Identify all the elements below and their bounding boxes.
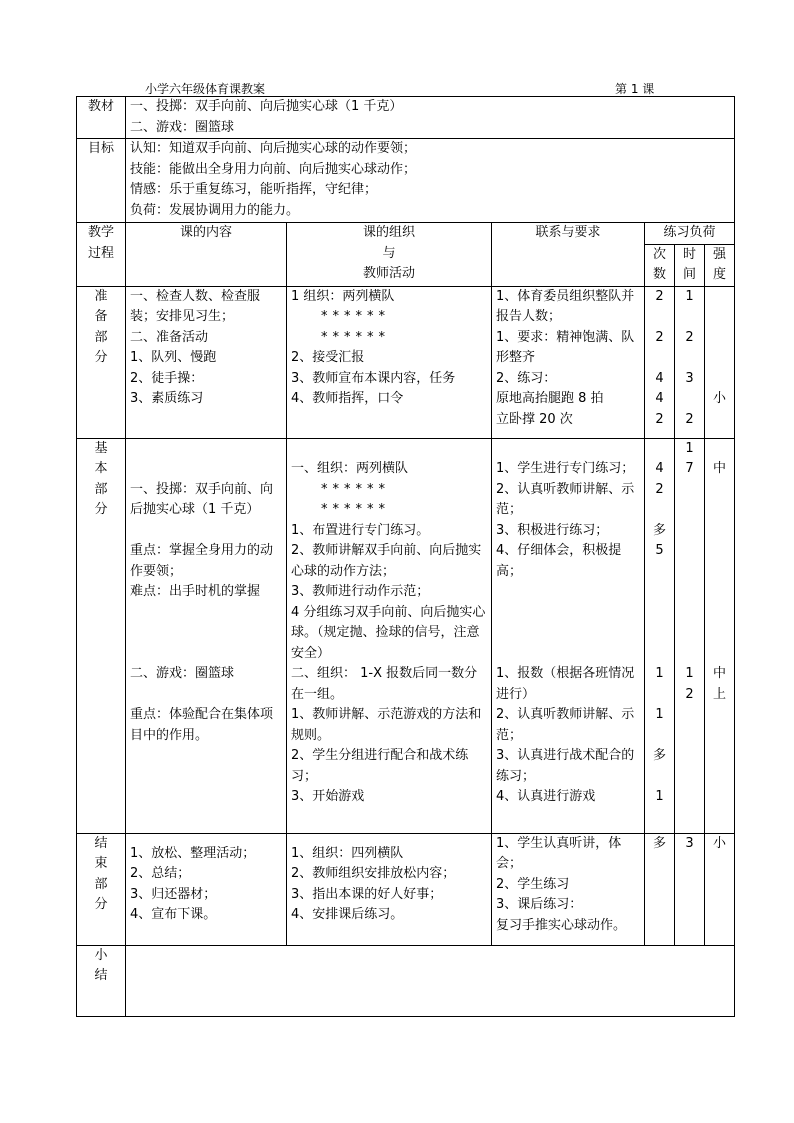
process-header: 教学 过程: [77, 223, 126, 287]
basic-requirement: 1、学生进行专门练习； 2、认真听教师讲解、示范； 3、积极进行练习； 4、仔细体会，积极提高； 1、报数（根据各班情况进行） 2、认真听教师讲解、示范； 3、认真进行战术配合的练习； 4、认真进行游戏: [492, 438, 645, 833]
end-label: 结 束 部 分: [77, 833, 126, 945]
basic-times: 4 2 多 5 1 1 多 1: [645, 438, 675, 833]
basic-intensity: 中 中 上: [705, 438, 735, 833]
times-header: 次 数: [645, 244, 675, 286]
goal-row: [77, 139, 735, 223]
lesson-plan-table: [76, 96, 735, 1017]
lesson-number: 第 1 课: [615, 82, 655, 96]
prep-section-row: [77, 286, 735, 438]
basic-section-row: [77, 438, 735, 833]
goal-label: 目标: [77, 139, 126, 223]
end-section-row: [77, 833, 735, 945]
prep-intensity: 小: [705, 286, 735, 438]
material-content: 一、投掷：双手向前、向后抛实心球（1 千克） 二、游戏：圈篮球: [126, 97, 735, 139]
prep-duration: 1 2 3 2: [675, 286, 705, 438]
prep-organization: 1 组织：两列横队 ****** ****** 2、接受汇报 3、教师宣布本课内容，任务 4、教师指挥，口令: [287, 286, 492, 438]
end-duration: 3: [675, 833, 705, 945]
page-title: 小学六年级体育课教案: [145, 82, 266, 96]
intensity-header: 强 度: [705, 244, 735, 286]
prep-label: 准 备 部 分: [77, 286, 126, 438]
prep-times: 2 2 4 4 2: [645, 286, 675, 438]
duration-header: 时 间: [675, 244, 705, 286]
end-organization: 1、组织：四列横队 2、教师组织安排放松内容； 3、指出本课的好人好事； 4、安排课后练习。: [287, 833, 492, 945]
basic-duration: 1 7 1 2: [675, 438, 705, 833]
summary-row: [77, 945, 735, 1016]
summary-label: 小 结: [77, 945, 126, 1016]
prep-content: 一、检查人数、检查服装；安排见习生； 二、准备活动 1、队列、慢跑 2、徒手操： 3、素质练习: [126, 286, 287, 438]
end-requirement: 1、学生认真听讲，体会； 2、学生练习 3、课后练习： 复习手推实心球动作。: [492, 833, 645, 945]
load-header: 练习负荷: [645, 223, 735, 245]
material-label: 教材: [77, 97, 126, 139]
basic-organization: 一、组织：两列横队 ****** ****** 1、布置进行专门练习。 2、教师讲解双手向前、向后抛实心球的动作方法； 3、教师进行动作示范； 4 分组练习双手向前、向后抛实心球。（规定抛、捡球的信号，注意安全） 二、组织： 1-X 报数后同一数分在一组。 1、教师讲解、示范游戏的方法和规则。 2、学生分组进行配合和战术练习； 3、开始游戏: [287, 438, 492, 833]
summary-content: [126, 945, 735, 1016]
prep-requirement: 1、体育委员组织整队并报告人数； 1、要求：精神饱满、队形整齐 2、练习： 原地高抬腿跑 8 拍 立卧撑 20 次: [492, 286, 645, 438]
page-header: [0, 80, 794, 96]
goal-content: 认知：知道双手向前、向后抛实心球的动作要领； 技能：能做出全身用力向前、向后抛实心球动作； 情感：乐于重复练习，能听指挥，守纪律； 负荷：发展协调用力的能力。: [126, 139, 735, 223]
organization-header: 课的组织 与 教师活动: [287, 223, 492, 287]
basic-content: 一、投掷：双手向前、向后抛实心球（1 千克） 重点：掌握全身用力的动作要领； 难点：出手时机的掌握 二、游戏：圈篮球 重点：体验配合在集体项目中的作用。: [126, 438, 287, 833]
end-times: 多: [645, 833, 675, 945]
requirement-header: 联系与要求: [492, 223, 645, 287]
end-content: 1、放松、整理活动； 2、总结； 3、归还器材； 4、宣布下课。: [126, 833, 287, 945]
content-header: 课的内容: [126, 223, 287, 287]
material-row: [77, 97, 735, 139]
end-intensity: 小: [705, 833, 735, 945]
basic-label: 基 本 部 分: [77, 438, 126, 833]
table-header-row: [77, 223, 735, 245]
